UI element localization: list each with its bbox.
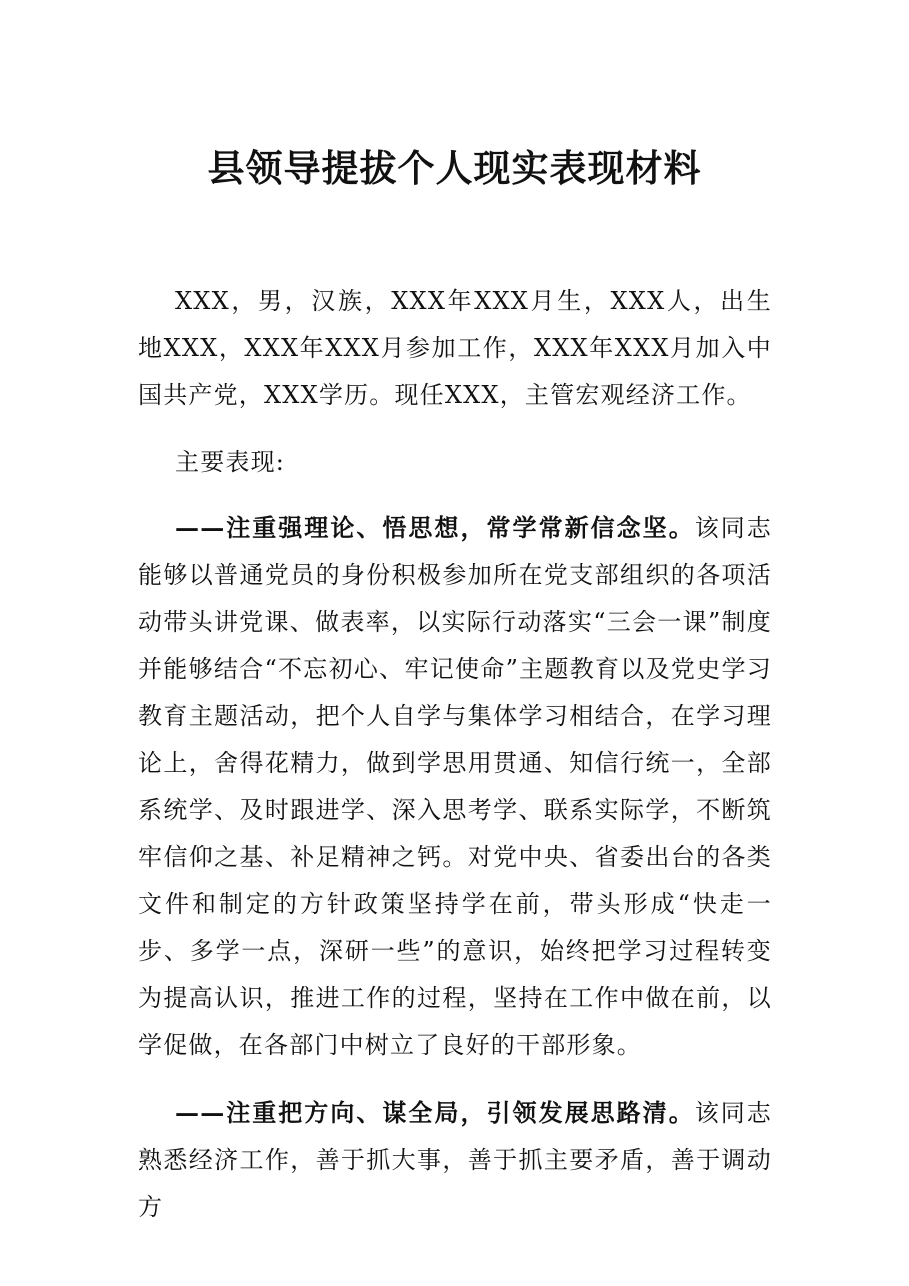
point-paragraph — [138, 1089, 772, 1231]
point-heading: ——注重把方向、谋全局，引领发展思路清。 — [175, 1098, 695, 1127]
intro-paragraph: XXX，男，汉族，XXX年XXX月生，XXX人，出生地XXX，XXX年XXX月参加工作，XXX年XXX月加入中国共产党，XXX学历。现任XXX，主管宏观经济工作。 — [138, 287, 772, 409]
point-text: 该同志熟悉经济工作，善于抓大事，善于抓主要矛盾，善于调动方 — [138, 1099, 772, 1221]
document-title: 县领导提拔个人现实表现材料 — [207, 146, 702, 190]
document-body — [138, 278, 772, 1251]
section-label: 主要表现: — [175, 448, 286, 476]
point-heading: ——注重强理论、悟思想，常学常新信念坚。 — [175, 513, 695, 542]
point-paragraph — [138, 504, 772, 1069]
point-text: 该同志能够以普通党员的身份积极参加所在党支部组织的各项活动带头讲党课、做表率，以实际行动落实“三会一课”制度并能够结合“不忘初心、牢记使命”主题教育以及党史学习教育主题活动，把个人自学与集体学习相结合，在学习理论上，舍得花精力，做到学思用贯通、知信行统一，全部系统学、及时跟进学、深入思考学、联系实际学，不断筑牢信仰之基、补足精神之钙。对党中央、省委出台的各类文件和制定的方针政策坚持学在前，带头形成“快走一步、多学一点，深研一些”的意识，始终把学习过程转变为提高认识，推进工作的过程，坚持在工作中做在前，以学促做，在各部门中树立了良好的干部形象。 — [138, 514, 772, 1059]
